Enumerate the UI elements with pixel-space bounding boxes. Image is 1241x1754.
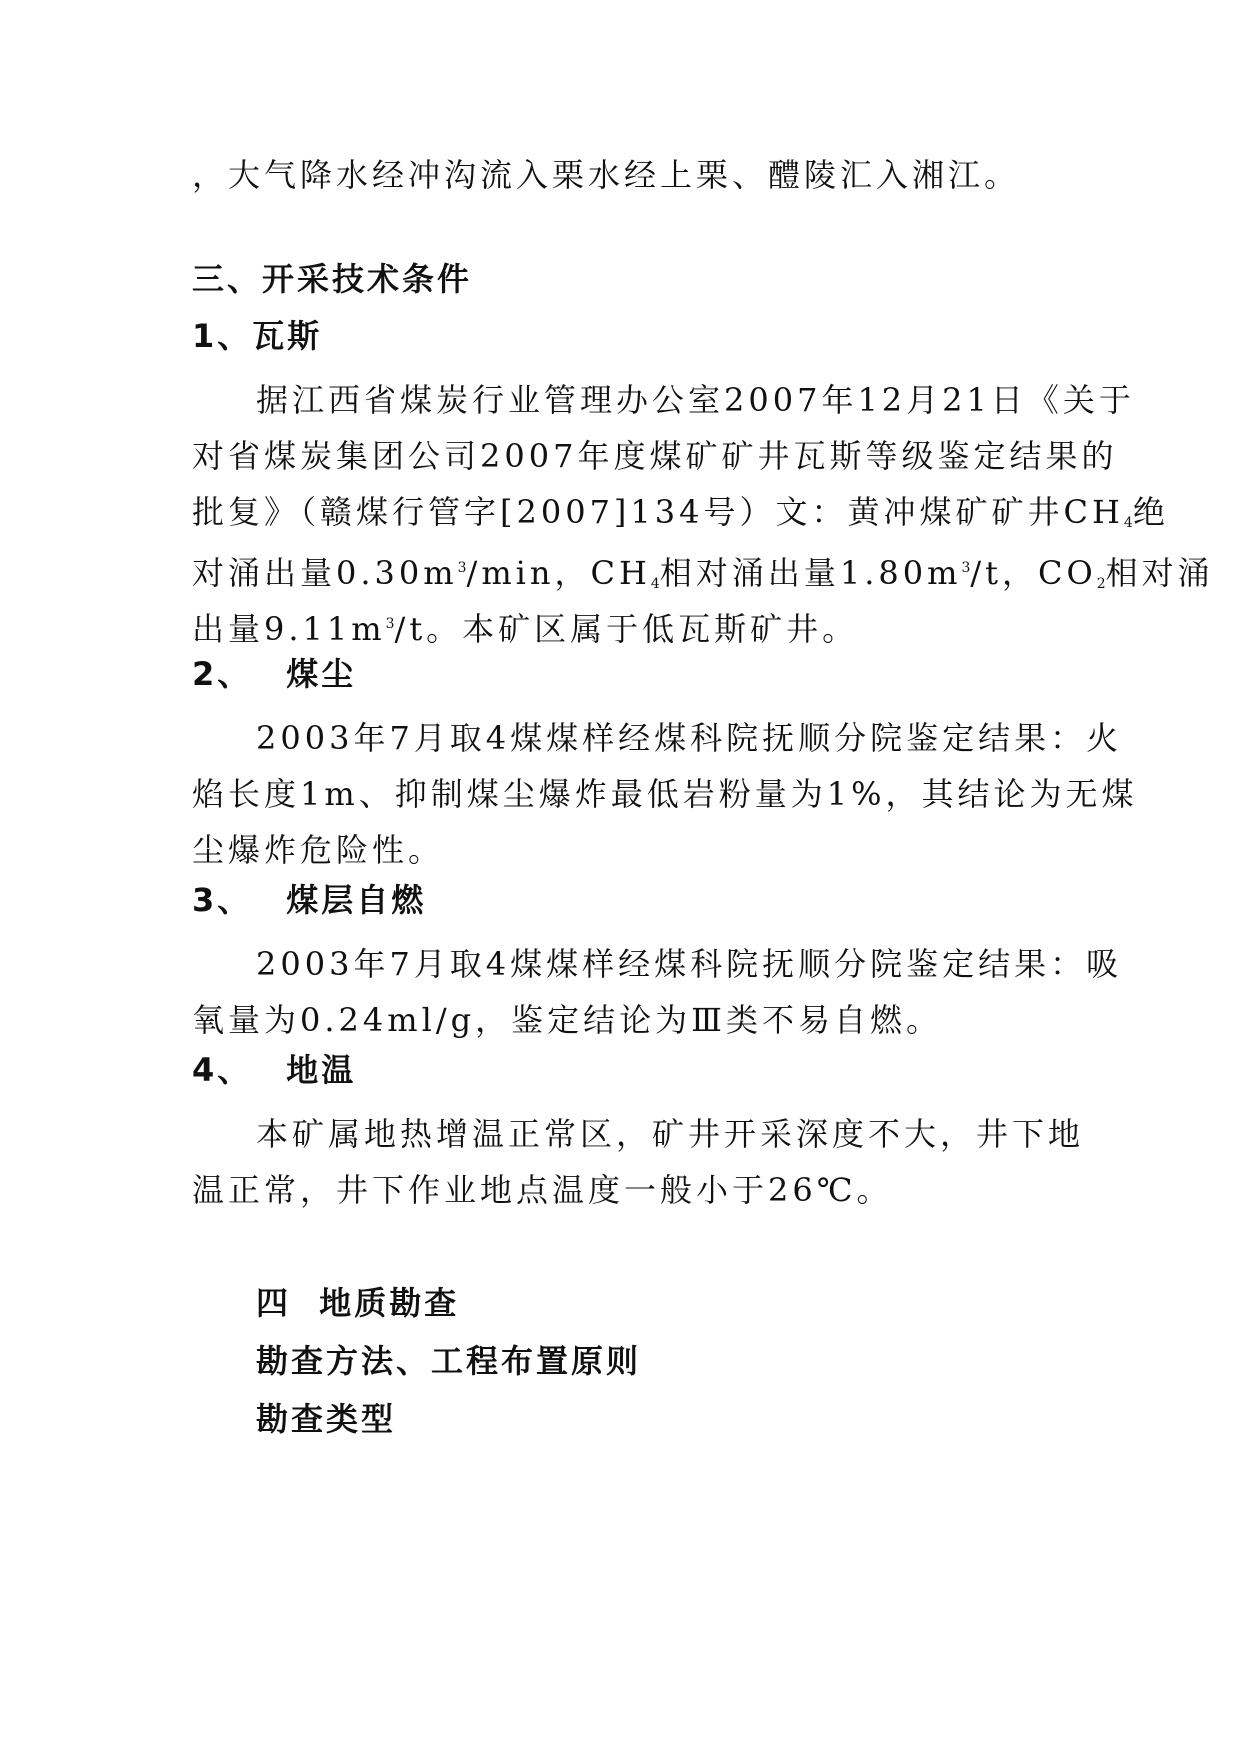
survey-type-heading: 勘查类型	[256, 1400, 397, 1438]
gas-line-5-text-a: 出量9.11m	[192, 610, 386, 648]
gas-paragraph-line-4	[192, 548, 1214, 604]
combustion-heading-number: 3、	[192, 881, 253, 919]
gas-line-4-text-d: /t，CO	[970, 554, 1097, 592]
gas-paragraph-line-1: 据江西省煤炭行业管理办公室2007年12月21日《关于	[256, 381, 1135, 419]
cubic-superscript: 3	[961, 560, 971, 576]
ch4-subscript: 4	[650, 576, 660, 592]
dust-paragraph-line-1: 2003年7月取4煤煤样经煤科院抚顺分院鉴定结果：火	[256, 719, 1123, 757]
gas-heading	[192, 316, 322, 356]
gas-line-3-text-b: 绝	[1132, 493, 1169, 531]
temperature-paragraph-line-2: 温正常，井下作业地点温度一般小于26℃。	[192, 1171, 893, 1209]
intro-paragraph-line: ，大气降水经冲沟流入栗水经上栗、醴陵汇入湘江。	[192, 156, 1021, 194]
combustion-paragraph-line-1: 2003年7月取4煤煤样经煤科院抚顺分院鉴定结果：吸	[256, 945, 1123, 983]
gas-heading-text: 瓦斯	[252, 317, 323, 355]
survey-methods-heading: 勘查方法、工程布置原则	[256, 1342, 642, 1380]
dust-paragraph-line-2: 焰长度1m、抑制煤尘爆炸最低岩粉量为1%，其结论为无煤	[192, 775, 1138, 813]
dust-heading	[192, 654, 356, 694]
dust-heading-text: 煤尘	[286, 655, 357, 693]
cubic-superscript: 3	[385, 616, 395, 632]
temperature-heading	[192, 1050, 356, 1090]
temperature-heading-text: 地温	[286, 1051, 357, 1089]
temperature-paragraph-line-1: 本矿属地热增温正常区，矿井开采深度不大，井下地	[256, 1115, 1085, 1153]
gas-line-4-text-b: /min，CH	[466, 554, 651, 592]
ch4-subscript: 4	[1123, 515, 1133, 531]
section-3-heading: 三、开采技术条件	[192, 260, 473, 298]
cubic-superscript: 3	[457, 560, 467, 576]
gas-paragraph-line-2: 对省煤炭集团公司2007年度煤矿矿井瓦斯等级鉴定结果的	[192, 437, 1118, 475]
gas-heading-number: 1、	[192, 317, 253, 355]
dust-heading-number: 2、	[192, 655, 253, 693]
temperature-heading-number: 4、	[192, 1051, 253, 1089]
gas-paragraph-line-5	[192, 604, 858, 649]
co2-subscript: 2	[1096, 576, 1106, 592]
gas-line-3-text-a: 批复》（赣煤行管字[2007]134号）文：黄冲煤矿矿井CH	[192, 493, 1124, 531]
gas-paragraph-line-3	[192, 492, 1169, 543]
combustion-paragraph-line-2: 氧量为0.24ml/g，鉴定结论为Ⅲ类不易自燃。	[192, 1001, 942, 1039]
gas-line-4-text-c: 相对涌出量1.80m	[659, 554, 962, 592]
gas-line-4-text-a: 对涌出量0.30m	[192, 554, 458, 592]
gas-line-4-text-e: 相对涌	[1105, 554, 1214, 592]
section-4-heading: 四 地质勘查	[256, 1284, 460, 1322]
dust-paragraph-line-3: 尘爆炸危险性。	[192, 831, 445, 869]
combustion-heading-text: 煤层自燃	[286, 881, 427, 919]
gas-line-5-text-b: /t。本矿区属于低瓦斯矿井。	[394, 610, 859, 648]
combustion-heading	[192, 880, 426, 920]
